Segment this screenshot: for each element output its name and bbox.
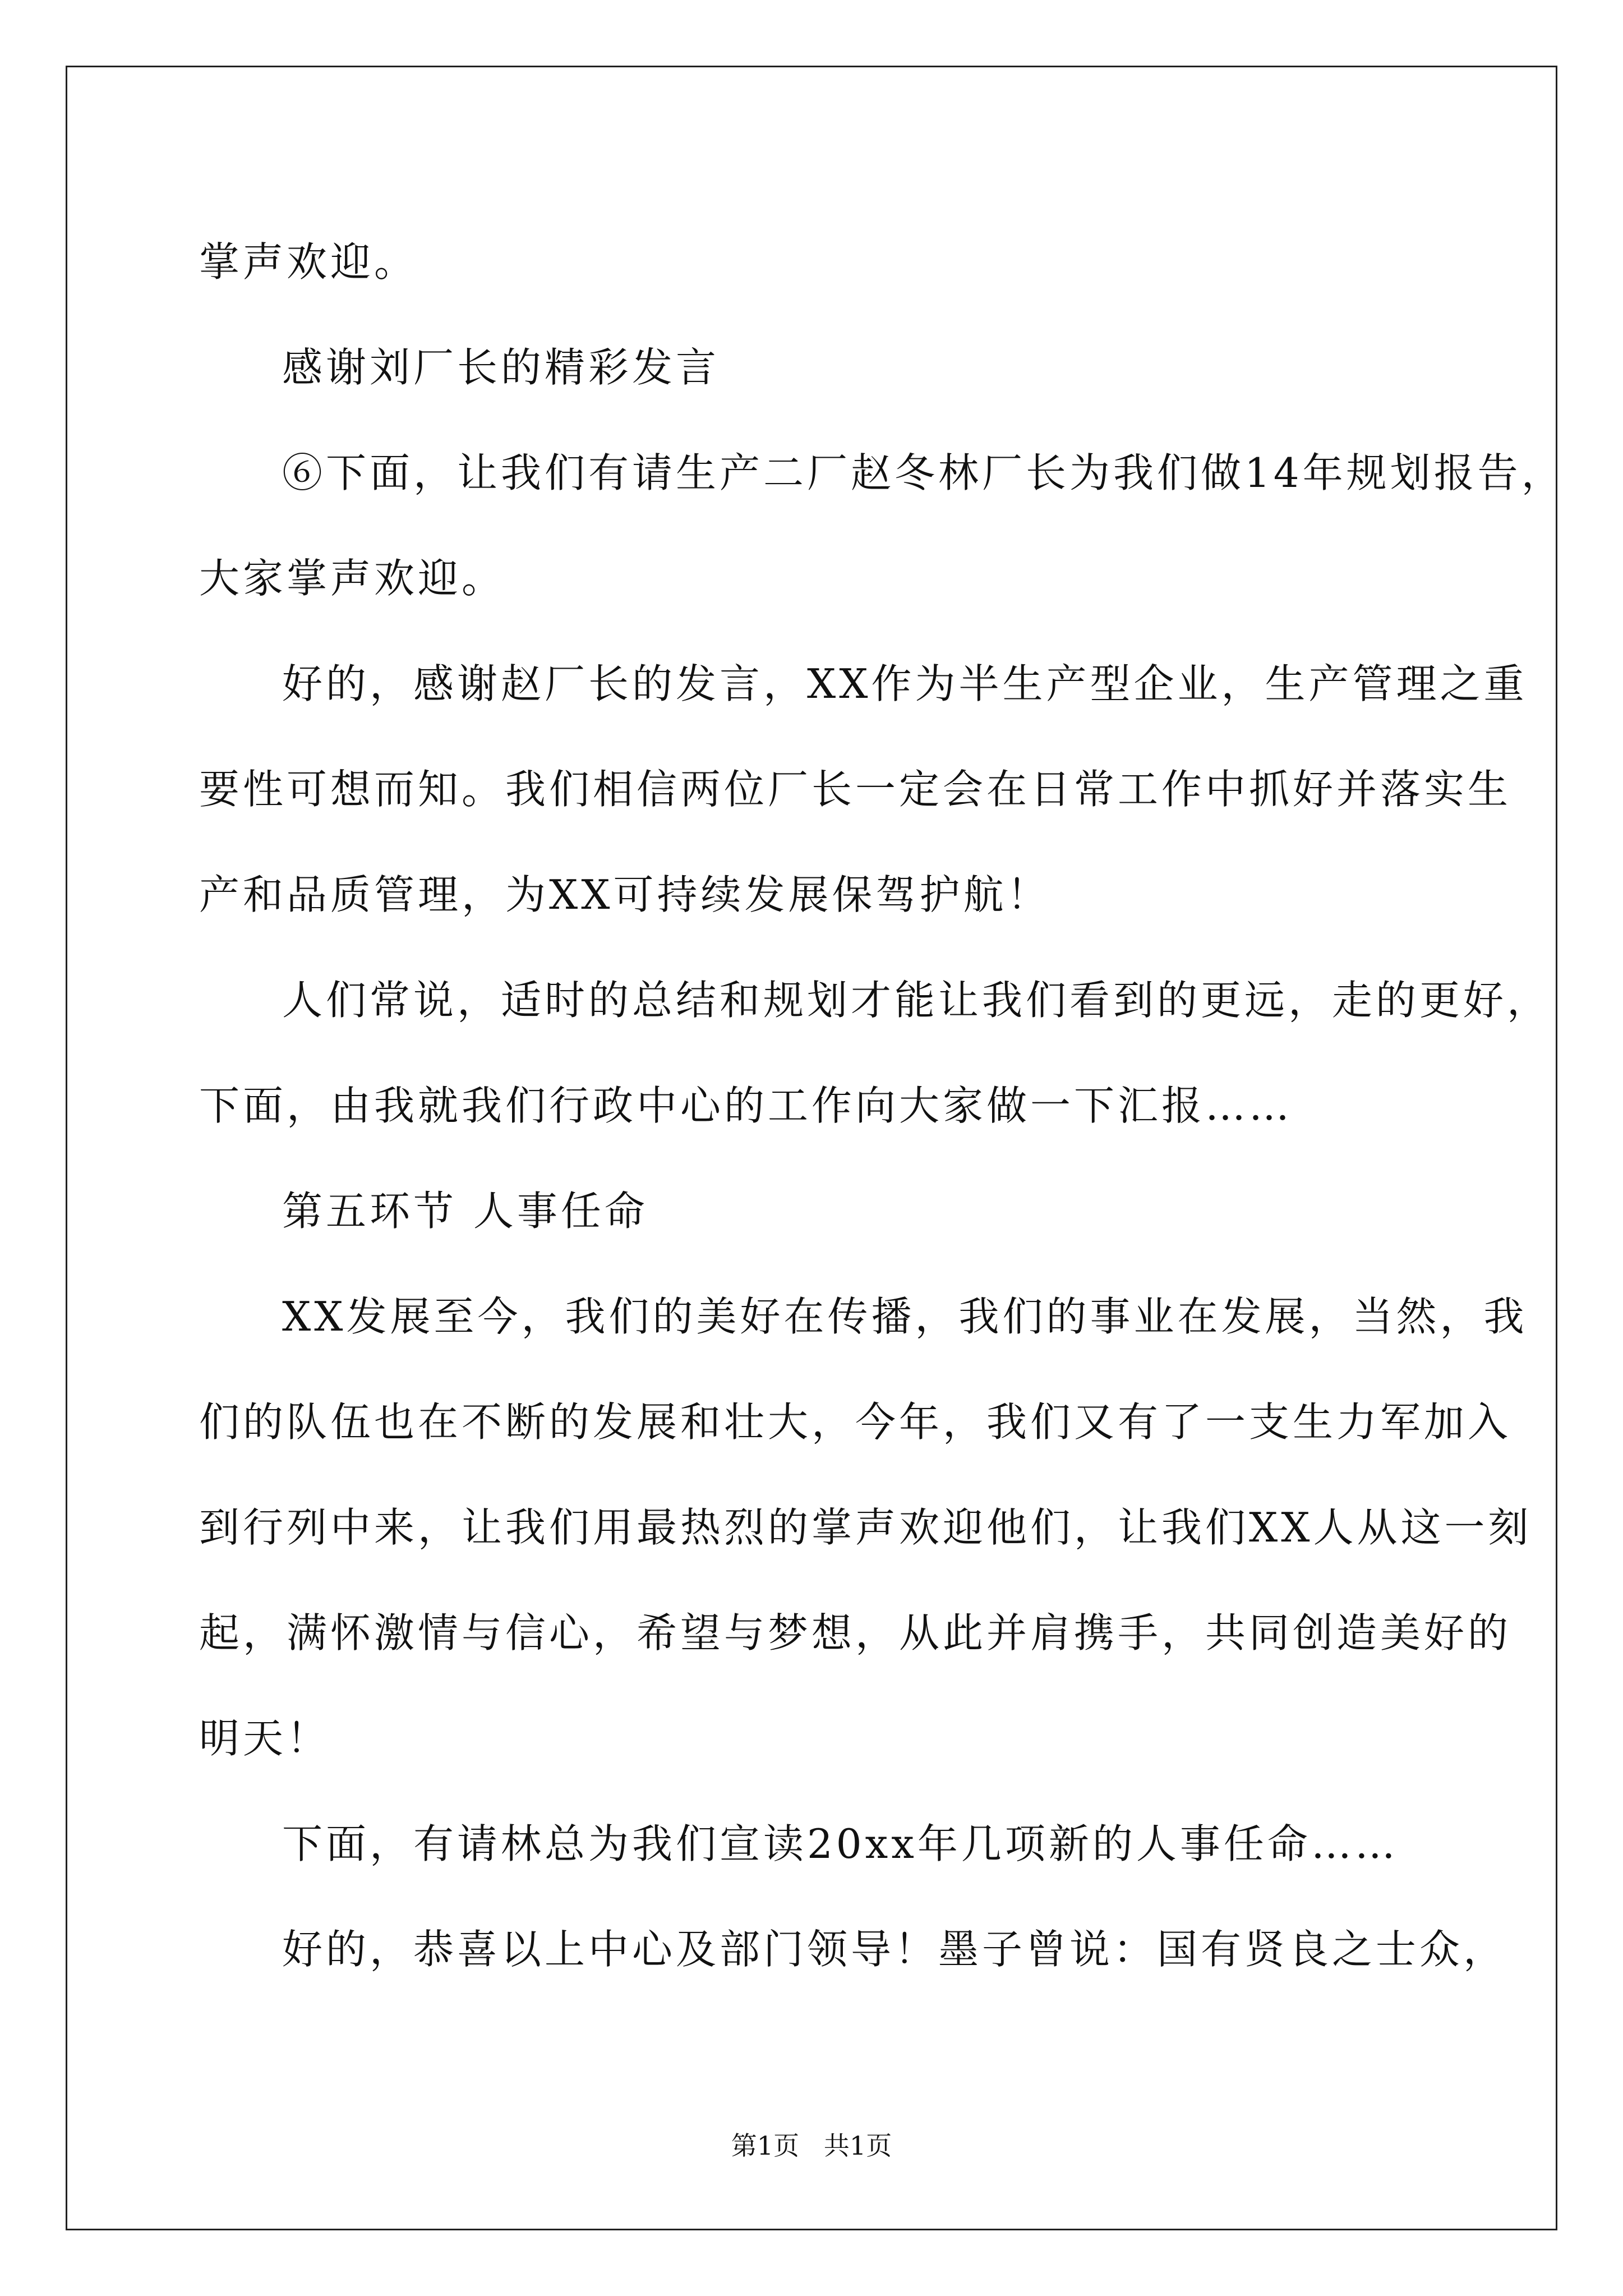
text-line: 下面，有请林总为我们宣读20xx年几项新的人事任命…… (282, 1820, 1399, 1867)
text-line: 好的，恭喜以上中心及部门领导！墨子曾说：国有贤良之士众， (282, 1926, 1507, 1973)
text-line: 掌声欢迎。 (199, 238, 418, 286)
document-body (199, 209, 1565, 2002)
text-line: 下面，由我就我们行政中心的工作向大家做一下汇报…… (199, 1082, 1293, 1129)
text-line: ⑥下面，让我们有请生产二厂赵冬林厂长为我们做14年规划报告， (282, 449, 1565, 496)
text-line: 好的，感谢赵厂长的发言，XX作为半生产型企业，生产管理之重 (282, 660, 1528, 707)
text-line: 产和品质管理，为XX可持续发展保驾护航！ (199, 871, 1051, 918)
text-line: 感谢刘厂长的精彩发言 (282, 344, 720, 391)
text-line: 们的队伍也在不断的发展和壮大，今年，我们又有了一支生力军加入 (199, 1398, 1512, 1446)
text-line: 要性可想而知。我们相信两位厂长一定会在日常工作中抓好并落实生 (199, 766, 1512, 813)
text-line: 第五环节 人事任命 (282, 1188, 648, 1235)
text-line: 大家掌声欢迎。 (199, 555, 506, 602)
text-line: 人们常说，适时的总结和规划才能让我们看到的更远，走的更好， (282, 977, 1551, 1024)
text-line: XX发展至今，我们的美好在传播，我们的事业在发展，当然，我 (282, 1293, 1528, 1340)
text-line: 起，满怀激情与信心，希望与梦想，从此并肩携手，共同创造美好的 (199, 1609, 1512, 1657)
page-footer: 第1页 共1页 (731, 2131, 892, 2161)
text-line: 明天！ (199, 1715, 331, 1762)
text-line: 到行列中来，让我们用最热烈的掌声欢迎他们，让我们XX人从这一刻 (199, 1504, 1532, 1551)
